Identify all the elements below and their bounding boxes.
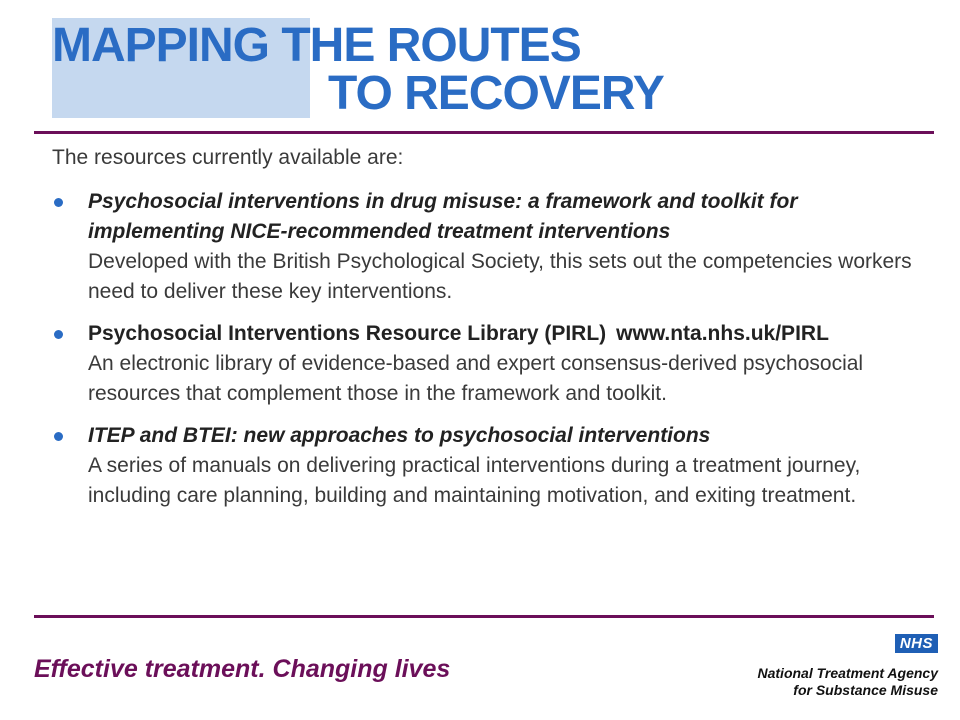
resource-description: A series of manuals on delivering practical interventions during a treatment journey, including care planning, building and maintaining motivation, and exiting treatment. xyxy=(88,454,861,507)
nhs-logo: NHS xyxy=(895,634,938,653)
resource-item-itep-btei xyxy=(52,421,912,511)
resource-title: Psychosocial Interventions Resource Library (PIRL) xyxy=(88,322,607,345)
content-area xyxy=(52,143,912,523)
page-title-line-1: MAPPING THE ROUTES xyxy=(52,19,581,72)
page-title-line-2: TO RECOVERY xyxy=(328,67,664,120)
organisation-name-line-1: National Treatment Agency xyxy=(757,665,938,681)
resource-description: An electronic library of evidence-based and expert consensus-derived psychosocial resources that complement those in the framework and toolkit. xyxy=(88,352,864,405)
resource-list xyxy=(52,187,912,511)
resource-link[interactable]: www.nta.nhs.uk/PIRL xyxy=(616,322,829,345)
resource-title: Psychosocial interventions in drug misuse: a framework and toolkit for implementing NICE-recommended treatment interventions xyxy=(88,190,798,243)
bottom-divider xyxy=(34,615,934,618)
resource-title: ITEP and BTEI: new approaches to psychosocial interventions xyxy=(88,424,711,447)
resource-description: Developed with the British Psychological Society, this sets out the competencies workers need to deliver these key interventions. xyxy=(88,250,912,303)
bullet-icon xyxy=(54,432,63,441)
organisation-block xyxy=(738,630,938,700)
organisation-name xyxy=(758,665,939,699)
bullet-icon xyxy=(54,198,63,207)
title-block xyxy=(52,18,712,118)
resource-item-pirl xyxy=(52,319,912,409)
organisation-name-line-2: for Substance Misuse xyxy=(793,682,938,698)
bullet-icon xyxy=(54,330,63,339)
top-divider xyxy=(34,131,934,134)
intro-text: The resources currently available are: xyxy=(52,146,404,169)
tagline: Effective treatment. Changing lives xyxy=(34,655,451,683)
resource-item-framework xyxy=(52,187,912,307)
